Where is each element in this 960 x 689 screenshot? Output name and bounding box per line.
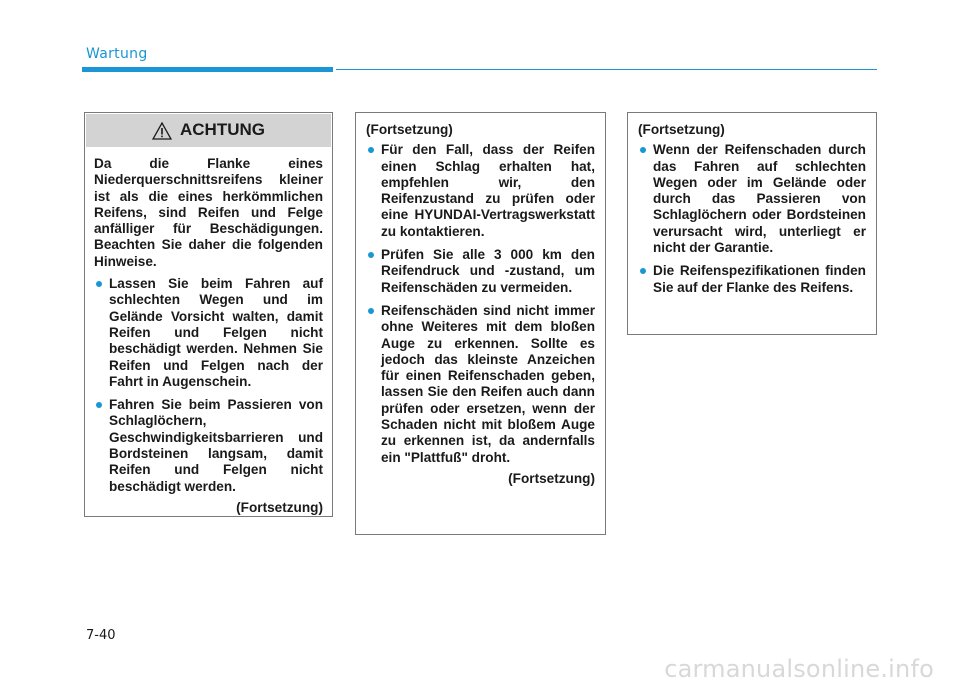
warning-intro: Da die Flanke eines Niederquerschnittsreifens kleiner ist als die eines herkömmlichen Reifens, sind Reifen und Felge anfälliger für Beschädigungen. Beachten Sie daher die folgenden Hinweise. xyxy=(94,156,323,269)
bullet-list xyxy=(638,142,866,296)
section-rule-thin xyxy=(336,69,877,70)
warning-title: ACHTUNG xyxy=(180,120,265,140)
warning-header xyxy=(86,114,331,147)
warning-triangle-icon xyxy=(152,122,172,140)
continuation-label: (Fortsetzung) xyxy=(508,470,595,486)
continued-label: (Fortsetzung) xyxy=(366,122,453,137)
list-item: Wenn der Reifenschaden durch das Fahren auf schlechten Wegen oder im Gelände oder durch das Passieren von Schlaglöchern oder Bordsteinen verursacht wird, unterliegt er nicht der Garantie. xyxy=(638,142,866,256)
list-item: Prüfen Sie alle 3 000 km den Reifendruck und -zustand, um Reifenschäden zu vermeiden. xyxy=(366,247,595,296)
continued-label: (Fortsetzung) xyxy=(638,122,725,137)
page-number: 7-40 xyxy=(86,628,116,643)
continued-box-1 xyxy=(355,112,606,535)
bullet-icon xyxy=(640,147,646,153)
list-item: Die Reifenspezifikationen finden Sie auf der Flanke des Reifens. xyxy=(638,263,866,296)
continued-box-2 xyxy=(627,112,877,335)
continuation-label: (Fortsetzung) xyxy=(236,499,323,515)
bullet-icon xyxy=(96,402,102,408)
list-item: Fahren Sie beim Passieren von Schlaglöchern, Geschwindigkeitsbarrieren und Bordsteinen langsam, damit Reifen und Felgen nicht beschädigt werden. xyxy=(94,397,323,495)
section-title: Wartung xyxy=(86,46,148,62)
bullet-icon xyxy=(640,268,646,274)
bullet-icon xyxy=(368,252,374,258)
section-rule-thick xyxy=(82,67,333,72)
warning-box xyxy=(84,112,333,517)
list-item: Reifenschäden sind nicht immer ohne Weiteres mit dem bloßen Auge zu erkennen. Sollte es jedoch das kleinste Anzeichen für einen Reifenschaden geben, lassen Sie den Reifen auch dann prüfen oder ersetzen, wenn der Schaden nicht mit bloßem Auge zu erkennen ist, da andernfalls ein "Plattfuß" droht. xyxy=(366,303,595,466)
bullet-list xyxy=(366,142,595,466)
bullet-icon xyxy=(368,147,374,153)
list-item: Für den Fall, dass der Reifen einen Schlag erhalten hat, empfehlen wir, den Reifenzustand zu prüfen oder eine HYUNDAI-Vertragswerkstatt zu kontaktieren. xyxy=(366,142,595,240)
bullet-icon xyxy=(368,308,374,314)
watermark: carmanualsonline.info xyxy=(664,655,934,683)
warning-bullet-list xyxy=(94,276,323,495)
list-item: Lassen Sie beim Fahren auf schlechten Wegen und im Gelände Vorsicht walten, damit Reifen und Felgen nicht beschädigt werden. Nehmen Sie Reifen und Felgen nach der Fahrt in Augenschein. xyxy=(94,276,323,390)
bullet-icon xyxy=(96,281,102,287)
